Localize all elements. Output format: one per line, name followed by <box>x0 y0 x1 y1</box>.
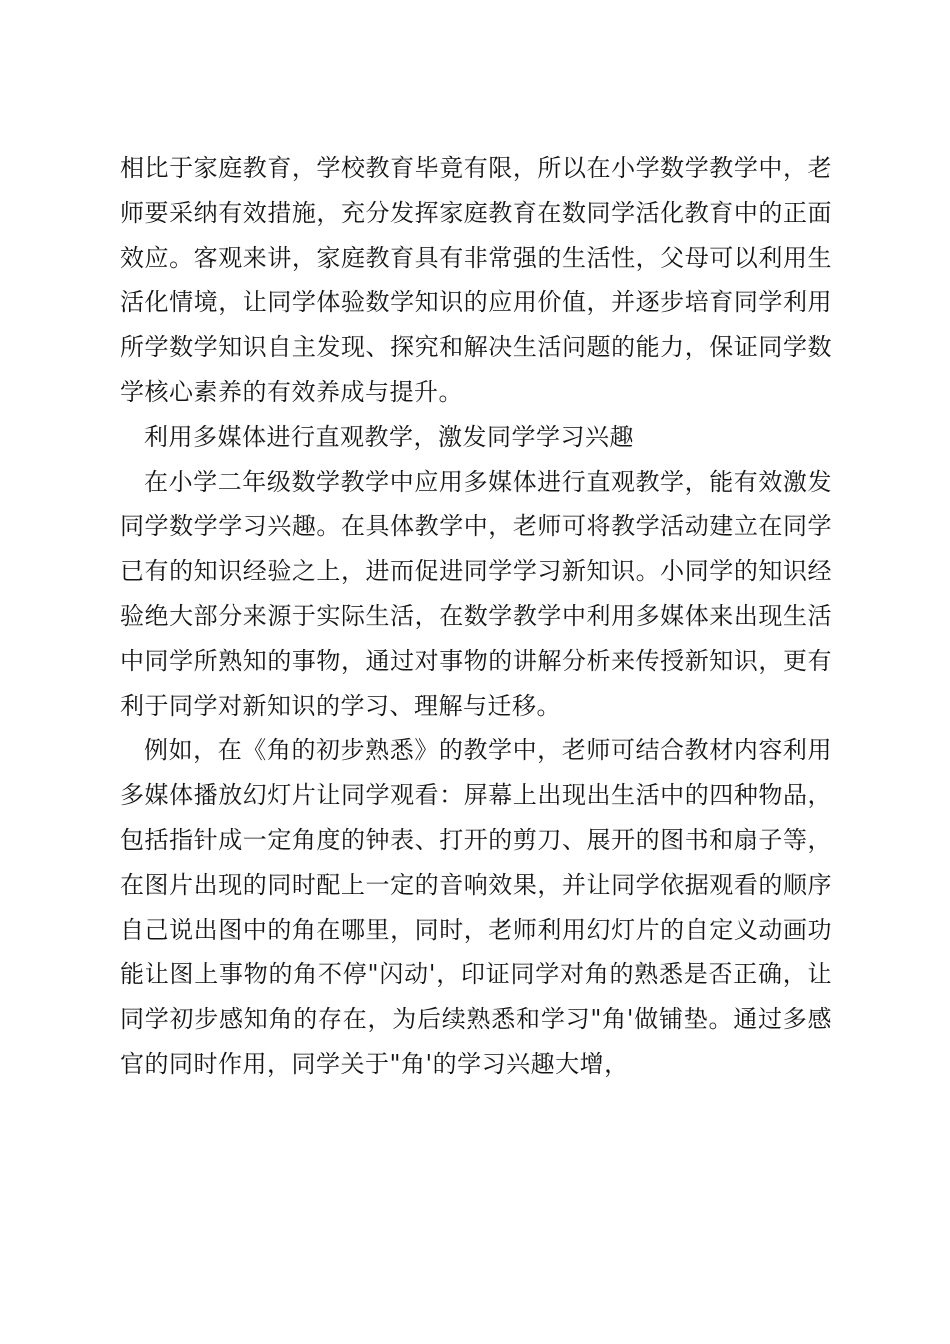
paragraph-angle-example: 例如，在《角的初步熟悉》的教学中，老师可结合教材内容利用多媒体播放幻灯片让同学观看：屏幕上出现出生活中的四种物品，包括指针成一定角度的钟表、打开的剪刀、展开的图书和扇子等，在图片出现的同时配上一定的音响效果，并让同学依据观看的顺序自己说出图中的角在哪里，同时，老师利用幻灯片的自定义动画功能让图上事物的角不停"闪动'，印证同学对角的熟悉是否正确，让同学初步感知角的存在，为后续熟悉和学习"角'做铺垫。通过多感官的同时作用，同学关于"角'的学习兴趣大增， <box>120 736 832 1078</box>
paragraph-multimedia-teaching: 在小学二年级数学教学中应用多媒体进行直观教学，能有效激发同学数学学习兴趣。在具体教学中，老师可将教学活动建立在同学已有的知识经验之上，进而促进同学学习新知识。小同学的知识经验绝大部分来源于实际生活，在数学教学中利用多媒体来出现生活中同学所熟知的事物，通过对事物的讲解分析来传授新知识，更有利于同学对新知识的学习、理解与迁移。 <box>120 467 832 720</box>
section-heading-multimedia: 利用多媒体进行直观教学，激发同学学习兴趣 <box>144 422 634 451</box>
paragraph-family-education: 相比于家庭教育，学校教育毕竟有限，所以在小学数学教学中，老师要采纳有效措施，充分发挥家庭教育在数同学活化教育中的正面效应。客观来讲，家庭教育具有非常强的生活性，父母可以利用生活化情境，让同学体验数学知识的应用价值，并逐步培育同学利用所学数学知识自主发现、探究和解决生活问题的能力，保证同学数学核心素养的有效养成与提升。 <box>120 154 832 406</box>
document-body <box>120 146 832 1087</box>
